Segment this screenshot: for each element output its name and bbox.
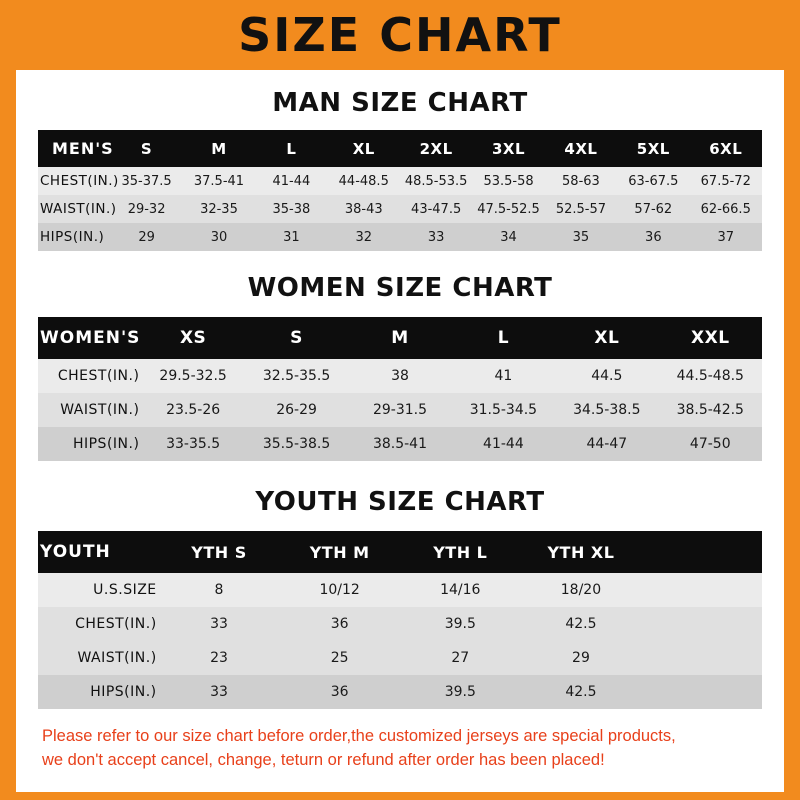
man-cell-0-7: 63-67.5 (628, 173, 679, 189)
youth-cell-2-1: 25 (330, 650, 349, 666)
women-section-title: WOMEN SIZE CHART (247, 273, 553, 303)
man-cell-2-6: 35 (572, 229, 590, 245)
man-cell-2-0: 29 (138, 229, 155, 245)
man-cell-0-8: 67.5-72 (700, 173, 751, 189)
youth-cell-0-2: 14/16 (440, 582, 481, 598)
man-cell-2-8: 37 (717, 229, 735, 245)
women-cell-1-2: 29-31.5 (372, 402, 427, 418)
order-policy-note-line1: Please refer to our size chart before order,the customized jerseys are special products, (42, 727, 676, 745)
youth-section-title: YOUTH SIZE CHART (255, 487, 545, 517)
man-header-cell-3: L (286, 139, 297, 158)
man-cell-1-6: 52.5-57 (555, 201, 607, 217)
man-cell-1-4: 43-47.5 (411, 201, 462, 217)
table-row (38, 393, 762, 427)
women-cell-2-1: 35.5-38.5 (262, 436, 331, 452)
women-cell-0-2: 38 (391, 368, 409, 384)
women-cell-1-0: 23.5-26 (166, 402, 221, 418)
man-cell-0-2: 41-44 (272, 173, 311, 189)
chart-content (16, 88, 784, 773)
women-cell-2-0: 33-35.5 (166, 436, 221, 452)
table-row (38, 359, 762, 393)
table-row (38, 675, 762, 709)
youth-row-label-2: WAIST(IN.) (77, 650, 157, 666)
youth-cell-3-3: 42.5 (565, 684, 597, 700)
man-cell-2-5: 34 (500, 229, 517, 245)
women-table-header (38, 317, 762, 359)
youth-header-cell-4: YTH XL (547, 542, 615, 562)
table-row (38, 195, 762, 223)
man-cell-2-4: 33 (427, 229, 445, 245)
man-header-cell-2: M (211, 139, 227, 158)
youth-size-table (38, 531, 762, 709)
table-header-row (38, 531, 762, 573)
women-cell-0-4: 44.5 (591, 368, 623, 384)
man-table-body (38, 167, 762, 251)
man-cell-1-1: 32-35 (200, 201, 238, 217)
women-cell-1-3: 31.5-34.5 (469, 402, 538, 418)
table-row (38, 607, 762, 641)
man-cell-2-2: 31 (283, 229, 300, 245)
man-cell-1-0: 29-32 (127, 201, 166, 217)
man-cell-0-5: 53.5-58 (483, 173, 534, 189)
youth-cell-3-1: 36 (330, 684, 349, 700)
man-cell-0-3: 44-48.5 (338, 173, 389, 189)
man-header-cell-6: 3XL (492, 139, 526, 158)
women-row-label-1: WAIST(IN.) (60, 402, 140, 418)
youth-header-cell-2: YTH M (309, 542, 370, 562)
youth-row-label-0: U.S.SIZE (93, 582, 157, 598)
man-cell-0-4: 48.5-53.5 (404, 173, 468, 189)
man-size-table (38, 130, 762, 251)
women-table-body (38, 359, 762, 461)
youth-cell-2-2: 27 (451, 650, 470, 666)
women-header-cell-0: WOMEN'S (40, 328, 141, 348)
man-cell-0-0: 35-37.5 (121, 173, 172, 189)
man-header-cell-8: 5XL (636, 139, 670, 158)
women-header-cell-4: L (497, 328, 510, 348)
man-cell-0-6: 58-63 (562, 173, 600, 189)
table-row (38, 641, 762, 675)
youth-cell-3-spacer (641, 675, 762, 709)
table-header-row (38, 130, 762, 167)
youth-cell-1-spacer (641, 607, 762, 641)
women-row-label-2: HIPS(IN.) (72, 436, 140, 452)
table-row (38, 427, 762, 461)
man-cell-2-7: 36 (645, 229, 662, 245)
women-cell-1-5: 38.5-42.5 (676, 402, 744, 418)
man-cell-1-7: 57-62 (634, 201, 673, 217)
women-row-label-0: CHEST(IN.) (57, 368, 140, 384)
table-header-row (38, 317, 762, 359)
youth-cell-3-2: 39.5 (444, 684, 476, 700)
table-row (38, 223, 762, 251)
women-cell-2-5: 47-50 (689, 436, 731, 452)
women-cell-0-1: 32.5-35.5 (262, 368, 331, 384)
youth-header-spacer (641, 531, 762, 573)
order-policy-note (42, 725, 758, 773)
women-header-cell-2: S (290, 328, 303, 348)
page-title: SIZE CHART (238, 8, 562, 62)
youth-cell-0-0: 8 (214, 582, 224, 598)
youth-cell-1-0: 33 (210, 616, 228, 632)
youth-header-cell-1: YTH S (191, 542, 247, 562)
man-cell-1-8: 62-66.5 (700, 201, 751, 217)
youth-table-body (38, 573, 762, 709)
women-cell-0-3: 41 (494, 368, 513, 384)
man-cell-1-2: 35-38 (272, 201, 311, 217)
women-cell-2-2: 38.5-41 (372, 436, 427, 452)
youth-header-cell-3: YTH L (433, 542, 488, 562)
women-cell-1-4: 34.5-38.5 (573, 402, 641, 418)
youth-cell-1-1: 36 (330, 616, 349, 632)
women-header-cell-5: XL (594, 328, 620, 348)
women-header-cell-1: XS (179, 328, 207, 348)
footer-strip (0, 792, 800, 800)
youth-cell-3-0: 33 (210, 684, 228, 700)
women-cell-2-4: 44-47 (586, 436, 628, 452)
women-cell-0-5: 44.5-48.5 (676, 368, 744, 384)
man-cell-2-3: 32 (355, 229, 373, 245)
women-cell-1-1: 26-29 (276, 402, 317, 418)
youth-cell-0-1: 10/12 (319, 582, 360, 598)
man-cell-1-5: 47.5-52.5 (477, 201, 540, 217)
man-section-title: MAN SIZE CHART (272, 88, 528, 118)
youth-row-label-3: HIPS(IN.) (90, 684, 157, 700)
women-size-table (38, 317, 762, 461)
youth-row-label-1: CHEST(IN.) (75, 616, 157, 632)
man-table-header (38, 130, 762, 167)
youth-cell-2-3: 29 (572, 650, 590, 666)
order-policy-note-line2: we don't accept cancel, change, teturn or refund after order has been placed! (42, 750, 605, 769)
youth-cell-0-3: 18/20 (560, 582, 602, 598)
youth-cell-0-spacer (641, 573, 762, 607)
man-header-cell-7: 4XL (564, 139, 598, 158)
youth-header-cell-0: YOUTH (40, 542, 111, 562)
man-cell-1-3: 38-43 (344, 201, 383, 217)
man-cell-0-1: 37.5-41 (193, 173, 245, 189)
table-row (38, 167, 762, 195)
man-row-label-2: HIPS(IN.) (40, 229, 105, 245)
man-header-cell-5: 2XL (419, 139, 453, 158)
man-header-cell-9: 6XL (709, 139, 743, 158)
youth-table-header (38, 531, 762, 573)
women-header-cell-6: XXL (690, 328, 730, 348)
man-header-cell-1: S (140, 139, 153, 158)
man-header-cell-0: MEN'S (52, 139, 114, 158)
man-header-cell-4: XL (352, 139, 375, 158)
man-row-label-0: CHEST(IN.) (40, 173, 119, 189)
youth-cell-2-spacer (641, 641, 762, 675)
header-banner (0, 0, 800, 70)
table-row (38, 573, 762, 607)
women-cell-2-3: 41-44 (483, 436, 524, 452)
youth-cell-1-3: 42.5 (565, 616, 597, 632)
youth-cell-2-0: 23 (210, 650, 228, 666)
women-header-cell-3: M (391, 328, 409, 348)
youth-cell-1-2: 39.5 (444, 616, 476, 632)
man-row-label-1: WAIST(IN.) (40, 201, 117, 217)
women-cell-0-0: 29.5-32.5 (159, 368, 227, 384)
man-cell-2-1: 30 (210, 229, 228, 245)
